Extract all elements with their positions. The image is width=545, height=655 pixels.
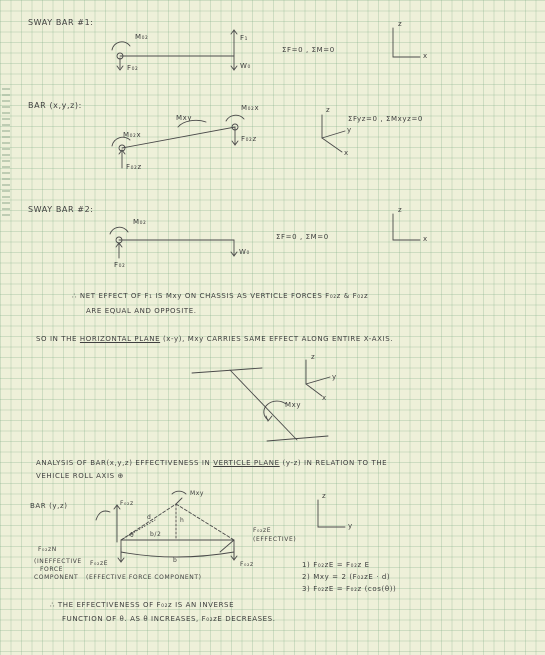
result-1: 1) F₀₂zE = F₀₂z E [302,561,370,569]
sway-bar-2-axis-z: z [398,206,403,214]
bar-yz-ineffective-2: FORCE [40,566,64,573]
bar-yz-effective-component: (EFFECTIVE FORCE COMPONENT) [86,574,202,581]
bar-xyz-axis-x: x [344,149,349,157]
plan-view-diagram [192,360,330,441]
sway-bar-1-moment: M₀₂ [135,33,149,41]
result-3: 3) F₀₂zE = F₀₂z (cos(θ)) [302,585,397,593]
sway-bar-2-axis-x: x [423,235,428,243]
plan-axis-x: x [322,394,327,402]
bar-xyz-diagram [112,115,345,168]
bar-xyz-axis-z: z [326,106,331,114]
sway-bar-1-axis-x: x [423,52,428,60]
bar-xyz-force-left: F₀₂z [126,163,142,171]
bar-yz-h: h [180,517,185,524]
sway-bar-1-axis-z: z [398,20,403,28]
bar-yz-force-left: F₀₂zN [38,546,57,553]
bar-yz-force-effective: F₀₂zE [253,527,272,534]
bar-xyz-moment-left: M₀₂x [123,131,142,139]
note-2-underlined: HORIZONTAL PLANE [79,335,161,343]
plan-axis-z: z [311,353,316,361]
sway-bar-1-weight: W₀ [240,62,251,70]
sway-bar-1-force-right: F₁ [240,34,249,42]
bar-yz-axis-y: y [348,522,353,530]
bar-yz-theta: θ [130,532,135,539]
sway-bar-1-diagram [112,28,420,70]
plan-axis-y: y [332,373,337,381]
sway-bar-1-equation: ΣF=0 , ΣM=0 [282,46,335,54]
sway-bar-2-force-left: F₀₂ [114,261,126,269]
plan-moment: Mxy [285,401,302,409]
note-1-line-2: ARE EQUAL AND OPPOSITE. [86,307,197,315]
bar-xyz-title: BAR (x,y,z): [28,101,82,110]
sway-bar-1-force-left: F₀₂ [127,64,139,72]
bar-yz-ineffective-3: COMPONENT [34,574,79,581]
bar-yz-b-half: b/2 [150,531,162,538]
bar-yz-title: BAR (y,z) [30,502,68,510]
bar-yz-ineffective-1: (INEFFECTIVE [34,558,82,565]
sway-bar-1-title: SWAY BAR #1: [28,18,94,27]
bar-yz-effective-note: (EFFECTIVE) [253,536,297,543]
bar-yz-axis-z: z [322,492,327,500]
bar-yz-moment: Mxy [190,490,205,497]
sway-bar-2-weight: W₀ [239,248,250,256]
bar-xyz-axis-y: y [347,126,352,134]
sway-bar-2-diagram [110,214,420,258]
bar-yz-b: b [173,557,178,564]
bar-xyz-moment-top: M₀₂x [241,104,260,112]
sway-bar-2-title: SWAY BAR #2: [28,205,94,214]
bar-xyz-moment-xy: Mxy [176,114,193,122]
bar-xyz-equation: ΣFyz=0 , ΣMxyz=0 [348,115,423,123]
analysis-underlined: VERTICLE PLANE [213,459,280,467]
analysis-prefix: ANALYSIS OF BAR(x,y,z) EFFECTIVENESS IN [36,459,211,467]
conclusion-line-2: FUNCTION OF θ. AS θ INCREASES, F₀₂zE DECREASES. [62,615,276,623]
result-2: 2) Mxy = 2 (F₀₂zE · d) [302,573,391,581]
note-2 [36,335,393,343]
note-1-line-1: ∴ NET EFFECT OF F₁ IS Mxy ON CHASSIS AS VERTICLE FORCES F₀₂z & F₀₂z [72,292,369,300]
note-2-suffix: (x-y), Mxy CARRIES SAME EFFECT ALONG ENTIRE X-AXIS. [162,335,394,343]
note-2-prefix: SO IN THE [36,335,78,343]
bar-yz-force-bottom-right: F₀₂z [240,561,254,568]
bar-yz-force-top: F₀₂z [120,500,134,507]
analysis-line-2: VEHICLE ROLL AXIS ⊕ [36,472,124,480]
bar-yz-d: d [147,514,152,521]
analysis-suffix: (y-z) IN RELATION TO THE [282,459,388,467]
moment-arrow [112,42,130,50]
bar-yz-force-e-bottom: F₀₂zE [90,560,109,567]
bar-xyz-force-right: F₀₂z [241,135,257,143]
conclusion-line-1: ∴ THE EFFECTIVENESS OF F₀₂z IS AN INVERSE [50,601,235,609]
margin-print [2,88,10,218]
analysis-line-1 [36,459,387,467]
sway-bar-2-moment: M₀₂ [133,218,147,226]
sway-bar-2-equation: ΣF=0 , ΣM=0 [276,233,329,241]
